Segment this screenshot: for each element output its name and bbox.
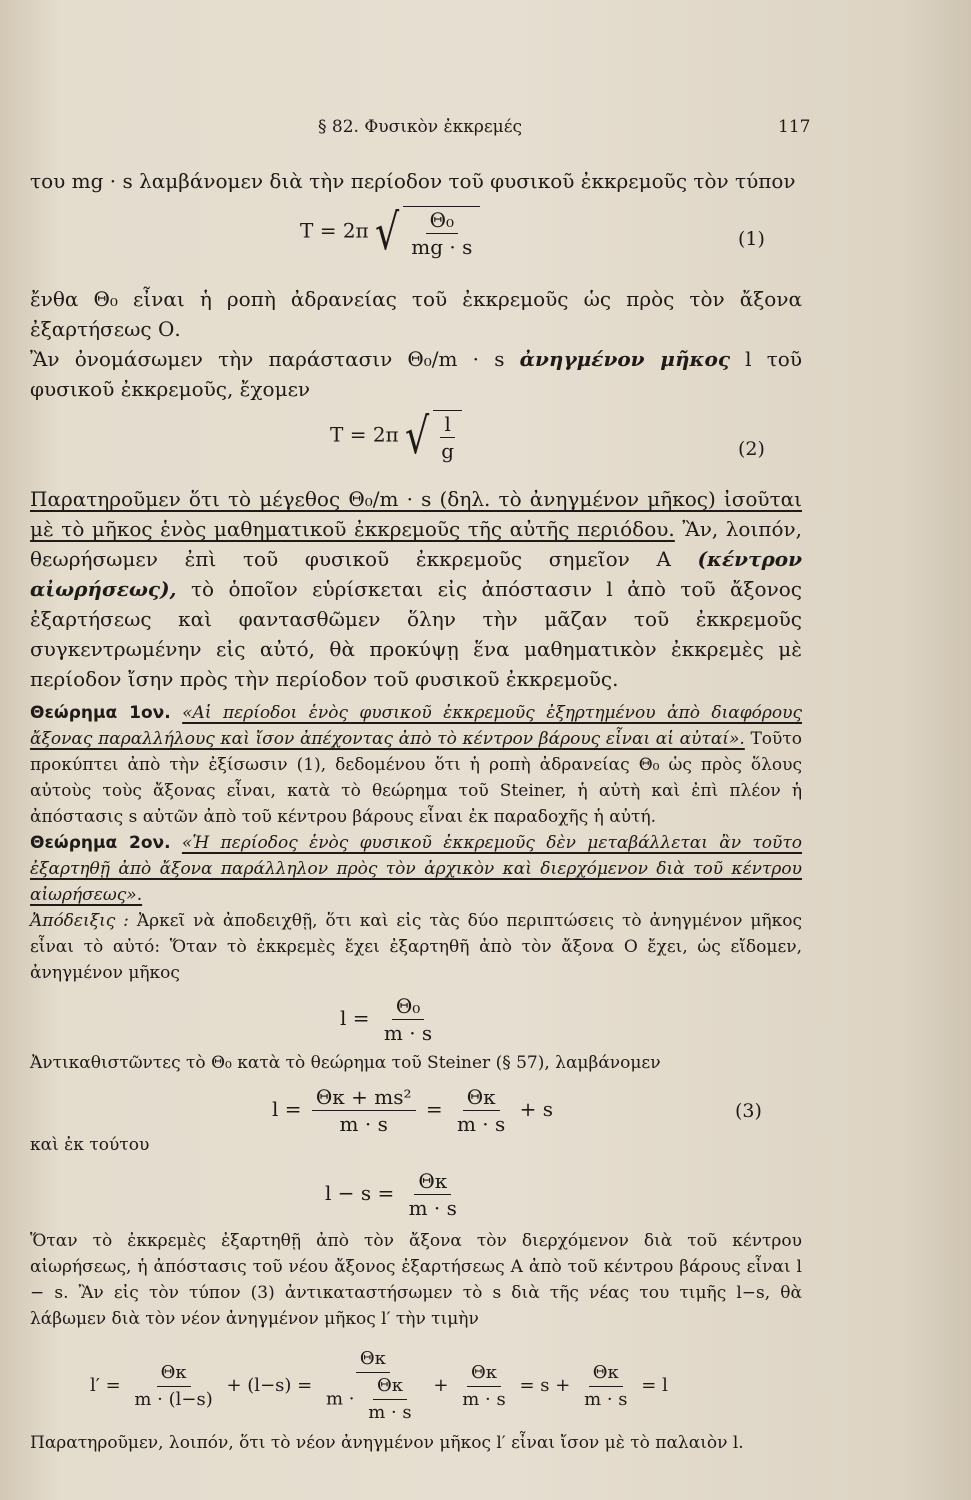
equation-number-1: (1) [738, 228, 765, 250]
equation-4 [325, 1170, 465, 1219]
eq5-d2a: m · [325, 1388, 355, 1410]
paragraph-steiner: Ἀντικαθιστῶντες τὸ Θ₀ κατὰ τὸ θεώρημα τοῦ Steiner (§ 57), λαμβάνομεν [30, 1053, 661, 1073]
p3-text-c: l τοῦ φυσικοῦ ἐκκρεμοῦς, ἔχομεν [30, 347, 802, 401]
theorem-2-statement: «Ἡ περίοδος ἑνὸς φυσικοῦ ἐκκρεμοῦς δὲν μεταβάλλεται ἂν τοῦτο ἐξαρτηθῇ ἀπὸ ἄξονα παράλληλον πρὸς τὸν ἀρχικὸν καὶ διερχόμενον διὰ τοῦ κέντρου αἰωρήσεως». [30, 833, 802, 905]
equation-number-2: (2) [738, 438, 765, 460]
eql-numerator: Θ₀ [392, 995, 424, 1020]
eq5-plus-3: = s + [519, 1375, 571, 1396]
equation-1 [300, 203, 484, 261]
page-number: 117 [778, 117, 811, 137]
sqrt-sign-2: √ $\frac{l}{g}$ [405, 410, 466, 462]
eq5-d4: m · s [584, 1388, 628, 1410]
proof [30, 908, 802, 986]
theorem-1-statement: «Αἱ περίοδοι ἑνὸς φυσικοῦ ἐκκρεμοῦς ἐξηρτημένου ἀπὸ διαφόρους ἄξονας παραλλήλους καὶ ἴσον ἀπέχοντας ἀπὸ τὸ κέντρον βάρους εἶναι αἱ αὐταί». [30, 703, 802, 749]
sqrt-sign: √ $\frac{\text{Θ₀}}{mg \cdot s}$ [375, 206, 484, 258]
theorem-2-label: Θεώρημα 2ον. [30, 833, 171, 853]
eq5-lhs: l′ = [90, 1375, 121, 1396]
term-reduced-length: ἀνηγμένον μῆκος [519, 347, 730, 371]
eql-lhs: l = [340, 1006, 370, 1030]
eq5-d2 [322, 1373, 424, 1424]
equation-number-3: (3) [735, 1100, 762, 1122]
eq1-numerator: Θ₀ [426, 209, 458, 234]
p4-text-b: Ἂν, λοιπόν, θεωρήσωμεν ἐπὶ τοῦ φυσικοῦ ἐκκρεμοῦς σημεῖον Α [30, 517, 803, 571]
equation-l [340, 995, 440, 1044]
eq3-denominator-1: m · s [339, 1112, 388, 1136]
eq2-denominator: g [441, 439, 455, 463]
eq5-n2: Θκ [356, 1348, 390, 1373]
running-title: § 82. Φυσικὸν ἐκκρεμές [318, 117, 523, 137]
equation-5 [90, 1348, 668, 1424]
eq1-lhs: T = 2π [300, 218, 369, 243]
eq3-lhs: l = [272, 1097, 302, 1121]
eq5-plus-2: + [433, 1375, 449, 1396]
equation-3 [272, 1086, 553, 1135]
paragraph-hence: καὶ ἐκ τούτου [30, 1135, 150, 1155]
paragraph-new-axis: Ὅταν τὸ ἐκκρεμὲς ἐξαρτηθῇ ἀπὸ τὸν ἄξονα τὸν διερχόμενον διὰ τοῦ κέντρου αἰωρήσεως, ἡ ἀπόστασις τοῦ νέου ἄξονος ἐξαρτήσεως Α ἀπὸ τοῦ κέντρου βάρους εἶναι l − s. Ἂν εἰς τὸν τύπον (3) ἀντικαταστήσωμεν τὸ s διὰ τῆς νέας του τιμῆς l−s, θὰ λάβωμεν διὰ τὸν νέον ἀνηγμένον μῆκος l′ τὴν τιμὴν [30, 1231, 802, 1329]
eq3-equals: = [425, 1097, 443, 1121]
paragraph-theta: ἔνθα Θ₀ εἶναι ἡ ροπὴ ἀδρανείας τοῦ ἐκκρεμοῦς ὡς πρὸς τὸν ἄξονα ἐξαρτήσεως Ο. [30, 287, 802, 341]
equation-2 [330, 407, 466, 465]
eq5-d1: m · (l−s) [134, 1388, 213, 1410]
paragraph-reduced-length [30, 344, 802, 404]
p4-text-d: τὸ ὁποῖον εὑρίσκεται εἰς ἀπόστασιν l ἀπὸ τοῦ ἄξονος ἐξαρτήσεως καὶ φαντασθῶμεν ὅλην τὴν μᾶζαν τοῦ ἐκκρεμοῦς συγκεντρωμένην εἰς αὐτό, θὰ προκύψῃ ἕνα μαθηματικὸν ἐκκρεμὲς μὲ περίοδον ἴσην πρὸς τὴν περίοδον τοῦ φυσικοῦ ἐκκρεμοῦς. [30, 577, 802, 691]
eq5-plus-1: + (l−s) = [226, 1375, 313, 1396]
theorem-1 [30, 700, 802, 830]
eq3-numerator-2: Θκ [463, 1086, 500, 1111]
proof-text: Ἀρκεῖ νὰ ἀποδειχθῇ, ὅτι καὶ εἰς τὰς δύο περιπτώσεις τὸ ἀνηγμένον μῆκος εἶναι τὸ αὐτό: Ὅταν τὸ ἐκκρεμὲς ἔχει ἐξαρτηθῆ ἀπὸ τὸν ἄξονα Ο ἔχει, ὡς εἴδομεν, ἀνηγμένον μῆκος [30, 911, 802, 983]
eq3-tail: + s [519, 1097, 554, 1121]
eq5-n4: Θκ [589, 1362, 623, 1387]
eq3-numerator-1: Θκ + ms² [312, 1086, 416, 1111]
paragraph-observation [30, 484, 802, 694]
eq5-n1: Θκ [157, 1362, 191, 1387]
theorem-2 [30, 830, 802, 908]
page-header [0, 117, 971, 141]
eq3-denominator-2: m · s [456, 1112, 506, 1136]
paragraph-intro: του mg · s λαμβάνομεν διὰ τὴν περίοδον τοῦ φυσικοῦ ἐκκρεμοῦς τὸν τύπον [30, 169, 796, 193]
eq5-d3: m · s [462, 1388, 506, 1410]
theorem-1-explanation: Τοῦτο προκύπτει ἀπὸ τὴν ἐξίσωσιν (1), δεδομένου ὅτι ἡ ροπὴ ἀδρανείας Θ₀ ὡς πρὸς ὅλους αὐτοὺς τοὺς ἄξονας εἶναι, κατὰ τὸ θεώρημα τοῦ Steiner, ἡ αὐτὴ καὶ ἐπὶ πλέον ἡ ἀπόστασις s αὐτῶν ἀπὸ τοῦ κέντρου βάρους εἶναι ἐκ παραδοχῆς ἡ αὐτή. [30, 729, 802, 827]
eq4-numerator: Θκ [414, 1170, 451, 1195]
eq4-lhs: l − s = [325, 1181, 395, 1205]
eq5-d2d: m · s [368, 1402, 412, 1423]
eq5-d2n: Θκ [373, 1375, 407, 1400]
term-center-of-oscillation: (κέντρον αἰωρήσεως), [30, 547, 803, 601]
eq1-denominator: mg · s [411, 235, 473, 259]
theorem-1-label: Θεώρημα 1ον. [30, 703, 171, 723]
eq2-lhs: T = 2π [330, 422, 399, 447]
proof-label: Ἀπόδειξις : [30, 911, 129, 931]
p3-text-a: Ἂν ὀνομάσωμεν τὴν παράστασιν Θ₀/m · s [30, 347, 505, 371]
eq5-end: = l [641, 1375, 668, 1396]
eq2-numerator: l [440, 413, 454, 438]
paragraph-conclusion: Παρατηροῦμεν, λοιπόν, ὅτι τὸ νέον ἀνηγμένον μῆκος l′ εἶναι ἴσον μὲ τὸ παλαιὸν l. [30, 1433, 744, 1453]
p4-underlined: Παρατηροῦμεν ὅτι τὸ μέγεθος Θ₀/m · s (δηλ. τὸ ἀνηγμένον μῆκος) ἰσοῦται μὲ τὸ μῆκος ἑνὸς μαθηματικοῦ ἐκκρεμοῦς τῆς αὐτῆς περιόδου. [30, 487, 802, 541]
eq5-n3: Θκ [467, 1362, 501, 1387]
eql-denominator: m · s [383, 1021, 433, 1045]
eq4-denominator: m · s [408, 1196, 457, 1220]
